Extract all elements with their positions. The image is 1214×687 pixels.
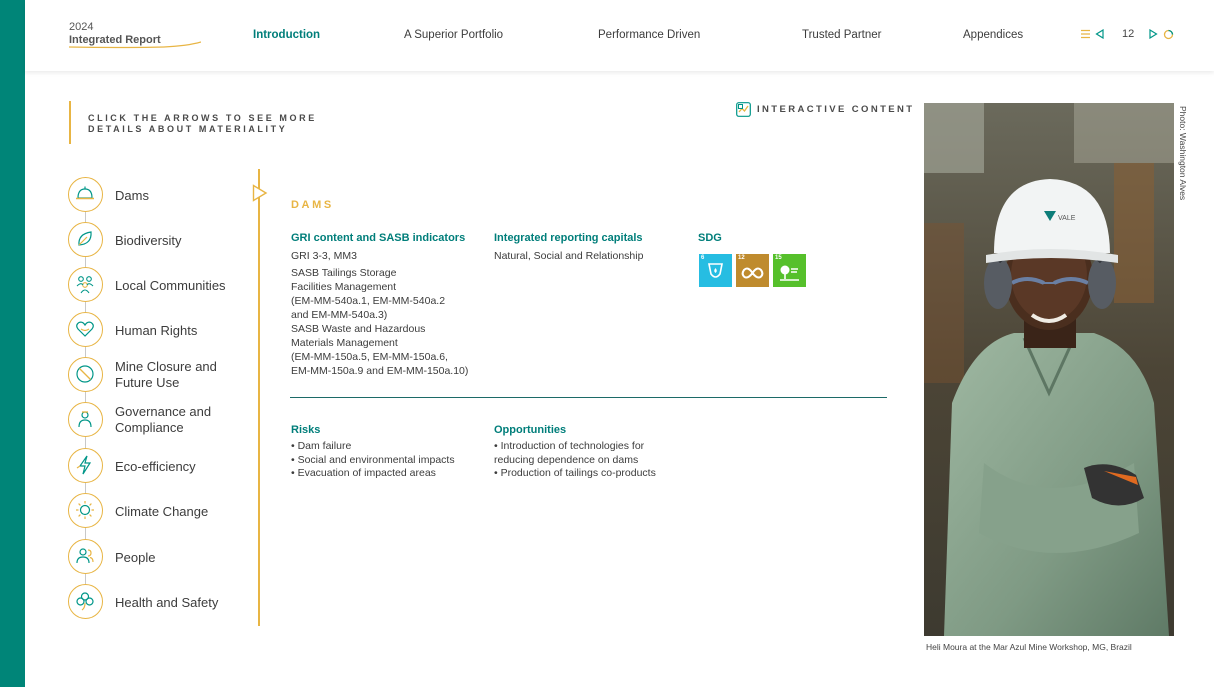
topic-label [115, 359, 230, 391]
topic-icon-circle [68, 312, 103, 347]
sdg-6-tile[interactable] [699, 254, 732, 287]
topic-label: Human Rights [115, 323, 198, 338]
sdg-15-tile[interactable] [773, 254, 806, 287]
gri-line: (EM-MM-540a.1, EM-MM-540a.2 [291, 295, 446, 307]
gri-line: EM-MM-150a.9 and EM-MM-150a.10) [291, 365, 469, 377]
instruction-accent-line [69, 101, 71, 144]
clover-icon [74, 590, 96, 612]
gri-line: Facilities Management [291, 281, 397, 293]
brand-swoosh-icon [69, 39, 201, 51]
capitals-text: Natural, Social and Relationship [494, 250, 644, 262]
topic-icon-circle [68, 267, 103, 302]
capitals-heading: Integrated reporting capitals [494, 232, 643, 244]
interactive-content-icon [736, 102, 751, 117]
topic-label: Dams [115, 188, 149, 203]
opportunity-item: • Production of tailings co-products [494, 467, 656, 479]
topic-label [115, 404, 230, 436]
side-accent-bar [0, 0, 25, 687]
risk-item: • Dam failure [291, 440, 352, 452]
topic-icon-circle [68, 448, 103, 483]
topic-label: Health and Safety [115, 595, 219, 610]
no-entry-icon [74, 363, 96, 385]
topic-label: Biodiversity [115, 233, 182, 248]
detail-section-divider [290, 397, 887, 398]
photo-caption: Heli Moura at the Mar Azul Mine Workshop, MG, Brazil [926, 642, 1132, 652]
sdg-number: 15 [775, 255, 782, 261]
risk-item: • Social and environmental impacts [291, 453, 455, 466]
sdg-heading: SDG [698, 232, 722, 244]
detail-title: DAMS [291, 199, 334, 211]
topic-icon-circle [68, 402, 103, 437]
person-badge-icon [74, 408, 96, 430]
opportunities-heading: Opportunities [494, 424, 567, 436]
people-icon [74, 545, 96, 567]
leaf-icon [74, 228, 96, 250]
sdg-number: 6 [701, 255, 705, 261]
topic-label: People [115, 550, 156, 565]
topic-icon-circle [68, 357, 103, 392]
gri-line: (EM-MM-150a.5, EM-MM-150a.6, [291, 351, 448, 363]
photo-credit-text: Photo: Washington Alves [1178, 106, 1188, 201]
topic-label: Climate Change [115, 504, 209, 519]
top-navigation-bar [25, 0, 1214, 71]
sdg-number: 12 [738, 255, 745, 261]
report-year: 2024 [69, 21, 94, 33]
report-brand[interactable] [69, 21, 161, 47]
next-page-icon[interactable] [1149, 29, 1158, 39]
nav-trusted-partner[interactable]: Trusted Partner [802, 29, 882, 41]
heart-icon [74, 318, 96, 340]
gri-line: SASB Tailings Storage [291, 267, 397, 279]
risks-list [291, 440, 455, 481]
risk-item: • Evacuation of impacted areas [291, 467, 436, 479]
sdg-12-tile[interactable] [736, 254, 769, 287]
tree-bird-icon [777, 260, 802, 285]
report-title: Integrated Report [69, 34, 161, 46]
gri-line: Materials Management [291, 337, 398, 349]
topic-icon-circle [68, 493, 103, 528]
photo-credit [1178, 106, 1190, 216]
instruction-text: CLICK THE ARROWS TO SEE MORE DETAILS ABOUT MATERIALITY [88, 113, 317, 134]
selected-topic-arrow-icon[interactable] [252, 184, 268, 202]
water-drop-icon [703, 260, 728, 285]
refresh-icon[interactable] [1163, 29, 1174, 40]
topic-icon-circle [68, 539, 103, 574]
gri-line: SASB Waste and Hazardous [291, 323, 426, 335]
topic-icon-circle [68, 177, 103, 212]
gri-line: GRI 3-3, MM3 [291, 250, 357, 262]
topic-panel-divider [258, 169, 260, 626]
helmet-icon [74, 183, 96, 205]
gri-list [291, 249, 468, 378]
opportunity-item: • Introduction of technologies for [494, 440, 645, 452]
risks-heading: Risks [291, 424, 321, 436]
page-number: 12 [1122, 28, 1135, 40]
opportunities-list [494, 440, 656, 481]
nav-superior-portfolio[interactable]: A Superior Portfolio [404, 29, 504, 41]
topic-label: Local Communities [115, 278, 226, 293]
nav-introduction[interactable]: Introduction [253, 29, 321, 41]
gri-line: and EM-MM-540a.3) [291, 309, 388, 321]
nav-appendices[interactable]: Appendices [963, 29, 1024, 41]
topic-label-text: Mine Closure and Future Use [115, 359, 217, 390]
topic-label-text: Governance and Compliance [115, 404, 212, 435]
nav-performance-driven[interactable]: Performance Driven [598, 29, 701, 41]
prev-page-icon[interactable] [1095, 29, 1104, 39]
topic-icon-circle [68, 222, 103, 257]
topic-icon-circle [68, 584, 103, 619]
helmet-logo-text: VALE [1058, 215, 1076, 222]
topic-label: Eco-efficiency [115, 459, 196, 474]
worker-portrait-image [924, 103, 1174, 636]
lightning-icon [74, 454, 96, 476]
opportunity-item: reducing dependence on dams [494, 453, 639, 466]
menu-list-icon[interactable] [1081, 29, 1090, 39]
community-icon [74, 273, 96, 295]
gri-heading: GRI content and SASB indicators [291, 232, 466, 244]
interactive-content-label: INTERACTIVE CONTENT [757, 104, 915, 115]
infinity-icon [740, 260, 765, 285]
worker-photo [924, 103, 1174, 636]
sun-icon [74, 499, 96, 521]
